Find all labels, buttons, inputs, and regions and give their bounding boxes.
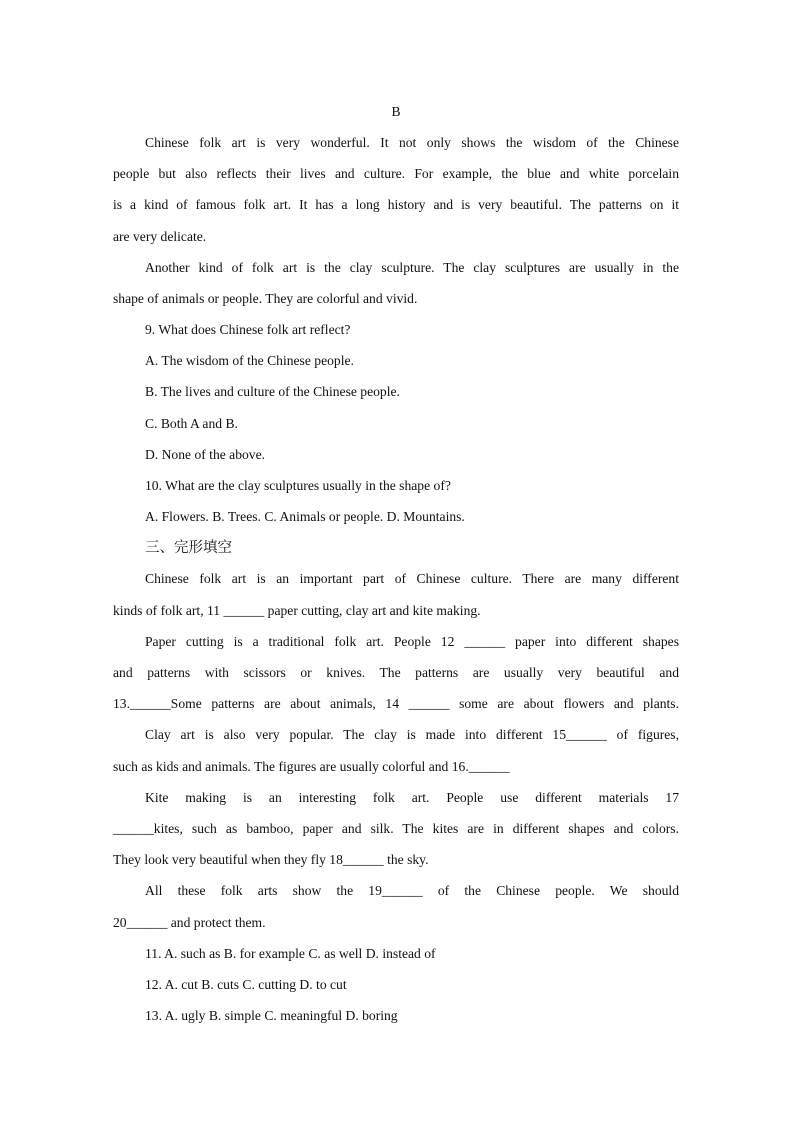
text-line: 13. A. ugly B. simple C. meaningful D. boring xyxy=(145,1008,398,1023)
text-line: Paper cutting is a traditional folk art. People 12 ______ paper into different shapes xyxy=(145,634,679,649)
section-title: B xyxy=(391,104,401,119)
text-line: 11. A. such as B. for example C. as well D. instead of xyxy=(145,946,436,961)
text-line: and patterns with scissors or knives. The patterns are usually very beautiful and xyxy=(113,665,679,680)
text-line: C. Both A and B. xyxy=(145,416,238,431)
text-line: A. Flowers. B. Trees. C. Animals or people. D. Mountains. xyxy=(145,509,465,524)
text-line: 13.______Some patterns are about animals, 14 ______ some are about flowers and plants. xyxy=(113,696,679,711)
text-line: All these folk arts show the 19______ of the Chinese people. We should xyxy=(145,883,679,898)
text-line: are very delicate. xyxy=(113,229,207,244)
text-line: Chinese folk art is an important part of Chinese culture. There are many different xyxy=(145,571,679,586)
text-line: is a kind of famous folk art. It has a long history and is very beautiful. The patterns on it xyxy=(113,197,679,212)
text-line: Clay art is also very popular. The clay is made into different 15______ of figures, xyxy=(145,727,679,742)
text-line: such as kids and animals. The figures are usually colorful and 16.______ xyxy=(113,759,510,774)
text-line: people but also reflects their lives and culture. For example, the blue and white porcelain xyxy=(113,166,679,181)
section-heading: 三、完形填空 xyxy=(145,540,232,556)
text-line: Kite making is an interesting folk art. People use different materials 17 xyxy=(145,790,679,805)
text-line: ______kites, such as bamboo, paper and silk. The kites are in different shapes and colors. xyxy=(113,821,679,836)
text-line: shape of animals or people. They are colorful and vivid. xyxy=(113,291,418,306)
text-line: Chinese folk art is very wonderful. It not only shows the wisdom of the Chinese xyxy=(145,135,679,150)
text-line: They look very beautiful when they fly 18______ the sky. xyxy=(113,852,429,867)
text-line: 10. What are the clay sculptures usually in the shape of? xyxy=(145,478,451,493)
text-line: A. The wisdom of the Chinese people. xyxy=(145,353,354,368)
text-line: B. The lives and culture of the Chinese people. xyxy=(145,384,400,399)
text-line: kinds of folk art, 11 ______ paper cutting, clay art and kite making. xyxy=(113,603,481,618)
text-line: Another kind of folk art is the clay sculpture. The clay sculptures are usually in the xyxy=(145,260,679,275)
text-line: D. None of the above. xyxy=(145,447,266,462)
text-line: 12. A. cut B. cuts C. cutting D. to cut xyxy=(145,977,347,992)
text-line: 20______ and protect them. xyxy=(113,915,266,930)
text-line: 9. What does Chinese folk art reflect? xyxy=(145,322,351,337)
